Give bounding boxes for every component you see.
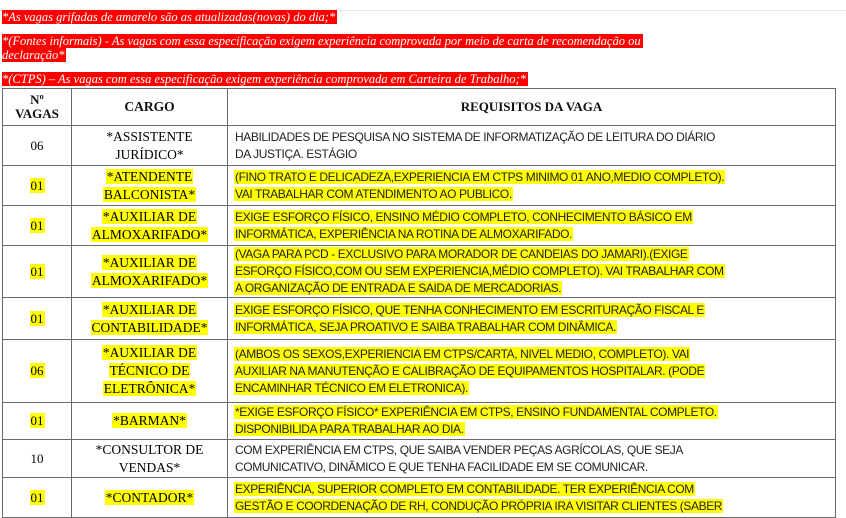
table-row [3,166,836,206]
requisitos-line [234,442,829,459]
cargo-text: *AUXILIAR DE [102,208,197,224]
cargo-cell [72,206,228,246]
vagas-line [9,178,65,194]
vagas-text: 01 [30,310,44,326]
table-row [3,206,836,246]
requisitos-text: VAI TRABALHAR COM ATENDIMENTO AO PUBLICO. [235,186,512,201]
requisitos-text: (VAGA PARA PCD - EXCLUSIVO PARA MORADOR DE CANDEIAS DO JAMARI).(EXIGE [235,247,688,261]
requisitos-line [234,380,829,397]
vagas-cell [3,478,72,518]
vagas-text: 06 [30,363,44,378]
vagas-cell [3,246,72,298]
cargo-line [78,380,221,398]
vagas-cell [3,166,72,206]
requisitos-text: COMUNICATIVO, DINÂMICO E QUE TENHA FACILIDADE EM SE COMUNICAR. [235,459,648,474]
requisitos-line [234,226,829,243]
cargo-text: *AUXILIAR DE [102,254,197,270]
requisitos-cell [228,206,836,246]
requisitos-text: COM EXPERIÊNCIA EM CTPS, QUE SAIBA VENDER PEÇAS AGRÍCOLAS, QUE SEJA [235,442,683,457]
requisitos-cell [228,126,836,166]
requisitos-cell [228,246,836,298]
vagas-text: 01 [30,263,44,279]
requisitos-text: AUXILIAR NA MANUTENÇÃO E CALIBRAÇÃO DE EQUIPAMENTOS HOSPITALAR. (PODE [235,363,705,378]
cargo-line [78,362,221,380]
vagas-line [9,413,65,429]
vagas-text: 01 [30,413,44,428]
requisitos-line [234,319,829,336]
vagas-cell [3,126,72,166]
requisitos-line [234,169,829,186]
note-ctps [2,72,643,86]
note-text: *(CTPS) – As vagas com essa especificação exigem experiência comprovada em Carteira de Trabalho;* [2,72,526,86]
cargo-text: VENDAS* [118,459,181,475]
cargo-text: *BARMAN* [113,413,186,428]
requisitos-text: INFORMÁTICA, EXPERIÊNCIA NA ROTINA DE ALMOXARIFADO. [235,226,573,241]
cargo-text: *ASSISTENTE [106,128,193,144]
requisitos-text: INFORMÁTICA, SEJA PROATIVO E SAIBA TRABALHAR COM DINÂMICA. [235,319,617,334]
cargo-text: ALMOXARIFADO* [91,272,208,288]
job-table [2,88,836,518]
vagas-line [9,451,65,467]
requisitos-line [234,498,829,515]
cargo-line [78,344,221,362]
cargo-text: TÉCNICO DE [109,363,190,378]
requisitos-line [234,302,829,319]
requisitos-line [234,280,829,297]
requisitos-text: *EXIGE ESFORÇO FÍSICO* EXPERIÊNCIA EM CTPS, ENSINO FUNDAMENTAL COMPLETO. [235,405,717,419]
cargo-cell [72,403,228,440]
table-row [3,403,836,440]
note-informal [2,34,643,48]
requisitos-text: GESTÃO E COORDENAÇÃO DE RH, CONDUÇÃO PRÓPRIA IRA VISITAR CLIENTES (SABER [235,498,723,513]
requisitos-text: ENCAMINHAR TÉCNICO EM ELETRONICA). [235,380,468,395]
cargo-cell [72,298,228,340]
requisitos-text: EXIGE ESFORÇO FÍSICO, QUE TENHA CONHECIMENTO EM ESCRITURAÇÃO FISCAL E [235,302,704,317]
header-cargo: CARGO [72,89,228,126]
cargo-cell [72,166,228,206]
note-text: *(Fontes informais) - As vagas com essa especificação exigem experiência comprovada por meio de carta de recomendação ou [2,34,641,48]
cargo-line [78,412,221,430]
cargo-line [78,168,221,186]
cargo-text: *AUXILIAR DE [102,301,197,317]
requisitos-line [234,481,829,498]
vagas-cell [3,440,72,478]
cargo-cell [72,478,228,518]
requisitos-line [234,363,829,380]
vagas-line [9,218,65,234]
cargo-line [78,301,221,319]
cargo-line [78,254,221,272]
requisitos-text: EXIGE ESFORÇO FÍSICO, ENSINO MÉDIO COMPLETO, CONHECIMENTO BÁSICO EM [235,209,692,224]
note-highlight [2,10,643,24]
requisitos-line [234,404,829,421]
requisitos-line [234,459,829,476]
table-row [3,340,836,403]
cargo-line [78,272,221,290]
requisitos-text: DISPONIBILIDA PARA TRABALHAR AO DIA. [235,422,464,436]
cargo-text: *AUXILIAR DE [102,345,197,360]
cargo-line [78,226,221,244]
requisitos-cell [228,440,836,478]
vagas-line [9,138,65,154]
requisitos-cell [228,403,836,440]
vagas-text: 06 [30,137,44,153]
cargo-text: *CONSULTOR DE [95,441,204,457]
requisitos-line [234,146,829,163]
note-text: *As vagas grifadas de amarelo são as atualizadas(novas) do dia;* [2,10,336,24]
table-row [3,478,836,518]
cargo-line [78,128,221,146]
vagas-line [9,311,65,327]
vagas-line [9,363,65,379]
requisitos-cell [228,340,836,403]
cargo-text: *ATENDENTE [106,168,193,184]
vagas-cell [3,340,72,403]
header-requisitos: REQUISITOS DA VAGA [228,89,836,126]
cargo-line [78,459,221,477]
cargo-cell [72,126,228,166]
note-text: declaração* [2,48,65,62]
cargo-text: JURÍDICO* [115,146,184,162]
table-header [3,89,836,126]
requisitos-line [234,346,829,363]
vagas-cell [3,403,72,440]
requisitos-line [234,129,829,146]
requisitos-text: (AMBOS OS SEXOS,EXPERIENCIA EM CTPS/CARTA, NIVEL MEDIO, COMPLETO). VAI [235,346,690,361]
vagas-text: 01 [30,489,44,505]
vagas-line [9,490,65,506]
header-text: VAGAS [15,106,59,121]
cargo-text: BALCONISTA* [103,186,196,202]
cargo-line [78,208,221,226]
cargo-line [78,186,221,204]
cargo-line [78,441,221,459]
table-row [3,440,836,478]
requisitos-line [234,263,829,280]
cargo-text: *CONTADOR* [105,489,194,505]
header-text: Nº [30,92,44,107]
requisitos-cell [228,478,836,518]
vagas-text: 10 [30,450,44,466]
requisitos-text: A ORGANIZAÇÃO DE ENTRADA E SAIDA DE MERCADORIAS. [235,281,562,295]
vagas-line [9,264,65,280]
requisitos-line [234,209,829,226]
header-vagas [3,89,72,126]
cargo-line [78,489,221,507]
cargo-line [78,319,221,337]
vagas-cell [3,298,72,340]
cargo-cell [72,246,228,298]
requisitos-text: HABILIDADES DE PESQUISA NO SISTEMA DE INFORMATIZAÇÃO DE LEITURA DO DIÁRIO [235,129,716,144]
table-row [3,126,836,166]
requisitos-line [234,246,829,263]
requisitos-text: ESFORÇO FÍSICO,COM OU SEM EXPERIENCIA,MÉDIO COMPLETO). VAI TRABALHAR COM [235,264,724,278]
vagas-cell [3,206,72,246]
requisitos-text: (FINO TRATO E DELICADEZA,EXPERIENCIA EM CTPS MINIMO 01 ANO,MEDIO COMPLETO). [235,169,725,184]
cargo-cell [72,340,228,403]
vagas-text: 01 [30,177,44,193]
note-informal-cont [2,48,643,62]
requisitos-line [234,186,829,203]
requisitos-cell [228,166,836,206]
table-row [3,246,836,298]
table-row [3,298,836,340]
requisitos-text: DA JUSTIÇA. ESTÁGIO [235,146,357,161]
legend-notes [2,10,643,86]
cargo-text: ELETRÔNICA* [103,381,196,396]
cargo-line [78,146,221,164]
table-body [3,126,836,518]
requisitos-cell [228,298,836,340]
cargo-cell [72,440,228,478]
cargo-text: CONTABILIDADE* [91,319,208,335]
cargo-text: ALMOXARIFADO* [91,226,208,242]
requisitos-text: EXPERIÊNCIA, SUPERIOR COMPLETO EM CONTABILIDADE. TER EXPERIÊNCIA COM [235,481,694,496]
requisitos-line [234,421,829,438]
vagas-text: 01 [30,217,44,233]
